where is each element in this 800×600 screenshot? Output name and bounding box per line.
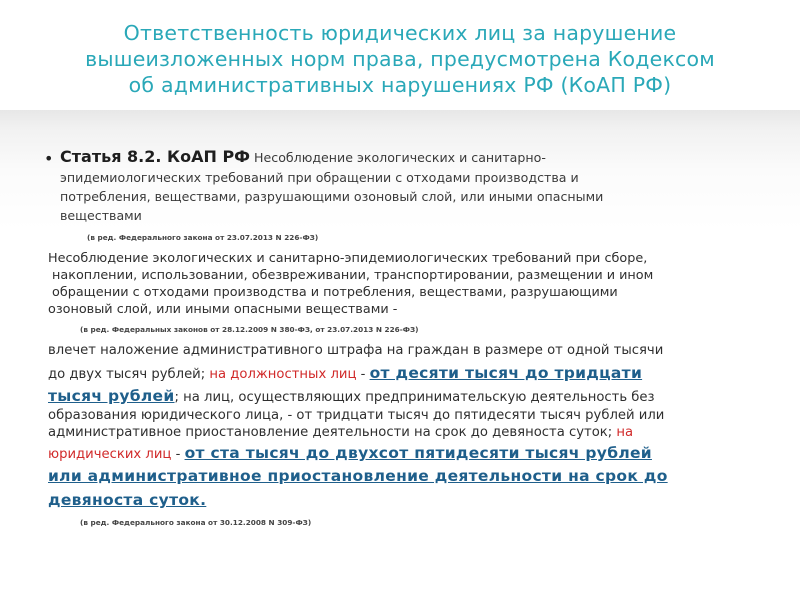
legal-entities-fine: от ста тысяч до двухсот пятидесяти тысяч рублей bbox=[184, 444, 652, 462]
title-line: Ответственность юридических лиц за нарушение bbox=[123, 21, 677, 45]
penalty-line bbox=[48, 444, 652, 462]
officials-fine-cont: тысяч рублей bbox=[48, 387, 175, 405]
penalty-line: образования юридического лица, - от тридцати тысяч до пятидесяти тысяч рублей или bbox=[48, 408, 665, 423]
officials-label: на должностных лиц bbox=[205, 367, 357, 382]
article-heading: Статья 8.2. КоАП РФ bbox=[60, 147, 251, 166]
penalty-line: влечет наложение административного штрафа на граждан в размере от одной тысячи bbox=[48, 343, 664, 358]
penalty-dash: - bbox=[356, 367, 370, 382]
paragraph-line: Несоблюдение экологических и санитарно-эпидемиологических требований при сборе, bbox=[48, 251, 648, 266]
article-line: веществами bbox=[60, 208, 142, 223]
amendment-note: (в ред. Федеральных законов от 28.12.2009 N 380-ФЗ, от 23.07.2013 N 226-ФЗ) bbox=[80, 325, 419, 334]
legal-entities-label: юридических лиц bbox=[48, 447, 172, 462]
penalty-line bbox=[48, 490, 206, 509]
article-heading-line bbox=[60, 147, 546, 166]
amendment-note: (в ред. Федерального закона от 30.12.2008 N 309-ФЗ) bbox=[80, 518, 312, 527]
penalty-text: до двух тысяч рублей; bbox=[48, 367, 206, 382]
officials-fine: от десяти тысяч до тридцати bbox=[369, 364, 643, 382]
title-line: вышеизложенных норм права, предусмотрена Кодексом bbox=[85, 47, 715, 71]
paragraph-line: озоновый слой, или иными опасными веществами - bbox=[48, 302, 398, 317]
penalty-line bbox=[48, 466, 668, 485]
article-heading-text: Несоблюдение экологических и санитарно- bbox=[250, 150, 546, 165]
legal-entities-label: на bbox=[612, 425, 634, 440]
penalty-text: административное приостановление деятельности на срок до девяноста суток; bbox=[48, 425, 613, 440]
penalty-line bbox=[48, 425, 633, 440]
paragraph-line: накоплении, использовании, обезвреживании, транспортировании, размещении и ином bbox=[52, 268, 654, 283]
penalty-line bbox=[48, 364, 642, 382]
paragraph-line: обращении с отходами производства и потребления, веществами, разрушающими bbox=[52, 285, 618, 300]
legal-entities-fine-cont: девяноста суток. bbox=[48, 491, 207, 509]
amendment-note: (в ред. Федерального закона от 23.07.2013 N 226-ФЗ) bbox=[87, 233, 319, 242]
penalty-text: ; на лиц, осуществляющих предпринимательскую деятельность без bbox=[174, 390, 655, 405]
legal-entities-fine-cont: или административное приостановление деятельности на срок до bbox=[48, 467, 668, 485]
bullet-marker: • bbox=[44, 149, 54, 168]
penalty-dash: - bbox=[171, 447, 185, 462]
article-line: эпидемиологических требований при обращении с отходами производства и bbox=[60, 170, 579, 185]
title-line: об административных нарушениях РФ (КоАП РФ) bbox=[128, 73, 672, 97]
penalty-line bbox=[48, 387, 655, 405]
article-line: потребления, веществами, разрушающими озоновый слой, или иными опасными bbox=[60, 189, 604, 204]
